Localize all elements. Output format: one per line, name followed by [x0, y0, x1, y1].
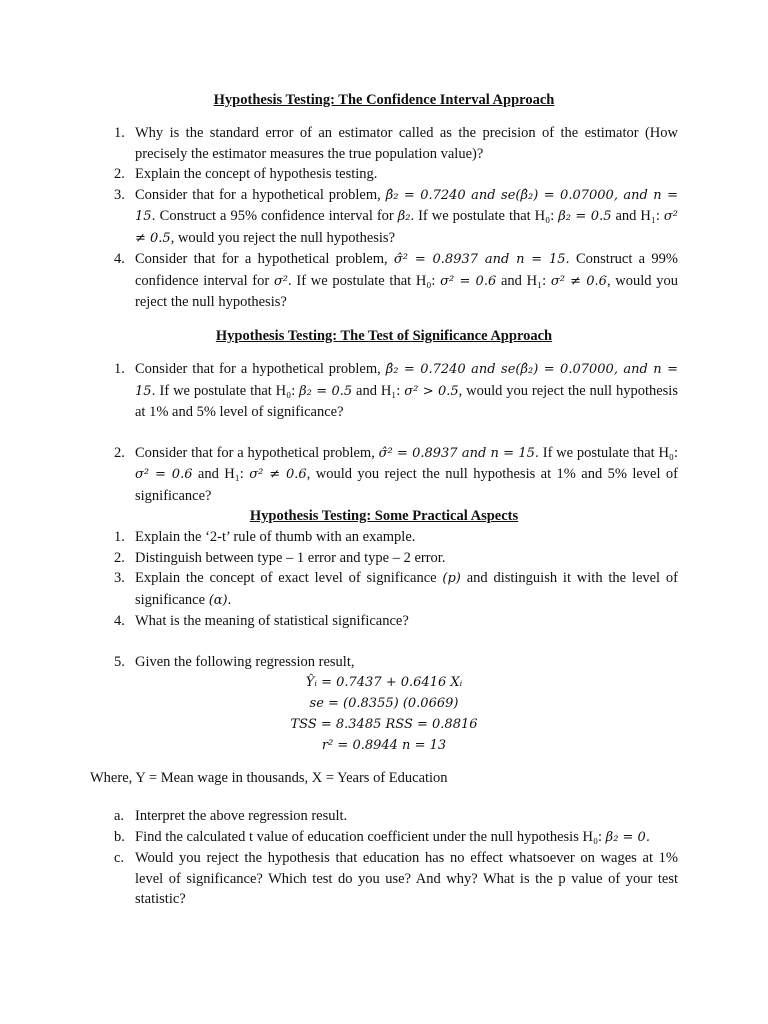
- question-list: [90, 123, 678, 313]
- list-item: 1. Consider that for a hypothetical problem, β̂₂ = 0.7240 and se(β̂₂) = 0.07000, and n = 15. If we postulate that H₀: β₂ = 0.5 and H₁: σ² > 0.5, would you reject the null hypothesis at 1% and 5% level of significance?: [114, 361, 678, 420]
- question-list: [90, 527, 678, 672]
- math-expression: (p): [442, 571, 461, 586]
- regression-r-squared: r² = 0.8944 n = 13: [321, 738, 447, 753]
- math-expression: σ² > 0.5: [404, 383, 459, 399]
- regression-equation: Ŷᵢ = 0.7437 + 0.6416 Xᵢ: [305, 675, 463, 690]
- section-test-of-significance: [90, 328, 678, 506]
- regression-standard-errors: se = (0.8355) (0.0669): [309, 696, 459, 711]
- sub-question-list: [90, 806, 678, 910]
- list-item: b. Find the calculated t value of education coefficient under the null hypothesis H₀: β₂ = 0.: [114, 828, 650, 845]
- math-expression: σ² = 0.6: [135, 467, 193, 482]
- list-item: 4. What is the meaning of statistical significance?: [114, 613, 409, 629]
- list-item: c. Would you reject the hypothesis that education has no effect whatsoever on wages at 1% level of significance? Which test do you use? And why? What is the p value of your test statistic?: [114, 850, 678, 907]
- math-expression: β₂ = 0.5: [299, 383, 353, 399]
- list-item: 2. Distinguish between type – 1 error and type – 2 error.: [114, 549, 446, 566]
- section-practical-aspects: [90, 508, 678, 756]
- list-item: 1. Explain the ‘2-t’ rule of thumb with an example.: [114, 529, 416, 545]
- list-item: a. Interpret the above regression result.: [114, 808, 348, 824]
- math-expression: β₂ = 0.: [605, 829, 650, 845]
- list-item: 2. Explain the concept of hypothesis testing.: [114, 166, 378, 182]
- math-expression: β̂₂ = 0.7240 and se(β̂₂) = 0.07000, and n = 15.: [135, 362, 678, 399]
- math-expression: σ² = 0.6: [440, 273, 497, 289]
- math-expression: β₂: [397, 209, 411, 224]
- variable-definitions: Where, Y = Mean wage in thousands, X = Years of Education: [90, 770, 448, 786]
- math-expression: β₂ = 0.5: [558, 209, 612, 224]
- section-title-test-of-significance: Hypothesis Testing: The Test of Significance Approach: [215, 328, 553, 344]
- list-item: 3. Consider that for a hypothetical problem, β̂₂ = 0.7240 and se(β̂₂) = 0.07000, and n = 15. Construct a 95% confidence interval for β₂. If we postulate that H₀: β₂ = 0.5 and H₁: σ² ≠ 0.5, would you reject the null hypothesis?: [114, 186, 679, 246]
- math-expression: σ²: [273, 273, 289, 289]
- list-item: 5. Given the following regression result,: [114, 653, 355, 670]
- list-item: 4. Consider that for a hypothetical problem, σ̂² = 0.8937 and n = 15. Construct a 99% confidence interval for σ². If we postulate that H₀: σ² = 0.6 and H₁: σ² ≠ 0.6, would you reject the null hypothesis?: [114, 251, 678, 310]
- question-list: [90, 359, 678, 506]
- regression-sums-of-squares: TSS = 8.3485 RSS = 0.8816: [290, 717, 478, 732]
- math-expression: σ̂² = 0.8937 and n = 15.: [393, 252, 570, 267]
- list-item: 1. Why is the standard error of an estimator called as the precision of the estimator (How precisely the estimator measures the true population value)?: [114, 125, 678, 162]
- section-confidence-interval: [90, 92, 678, 313]
- section-title-practical-aspects: Hypothesis Testing: Some Practical Aspects: [249, 508, 519, 524]
- list-item: 2. Consider that for a hypothetical problem, σ̂² = 0.8937 and n = 15. If we postulate that H₀: σ² = 0.6 and H₁: σ² ≠ 0.6, would you reject the null hypothesis at 1% and 5% level of significance?: [114, 444, 678, 504]
- list-item: 3. Explain the concept of exact level of significance (p) and distinguish it with the level of significance (α).: [114, 570, 678, 608]
- math-expression: σ² ≠ 0.6: [550, 273, 607, 289]
- math-expression: σ̂² = 0.8937 and n = 15.: [378, 445, 540, 461]
- section-title-confidence-interval: Hypothesis Testing: The Confidence Interval Approach: [213, 92, 555, 108]
- math-expression: β̂₂ = 0.7240 and se(β̂₂) = 0.07000, and n = 15.: [135, 187, 678, 224]
- regression-equation-block: [90, 672, 678, 756]
- math-expression: σ² ≠ 0.5: [135, 209, 679, 246]
- math-expression: (α): [208, 592, 228, 608]
- math-expression: σ² ≠ 0.6: [249, 467, 307, 482]
